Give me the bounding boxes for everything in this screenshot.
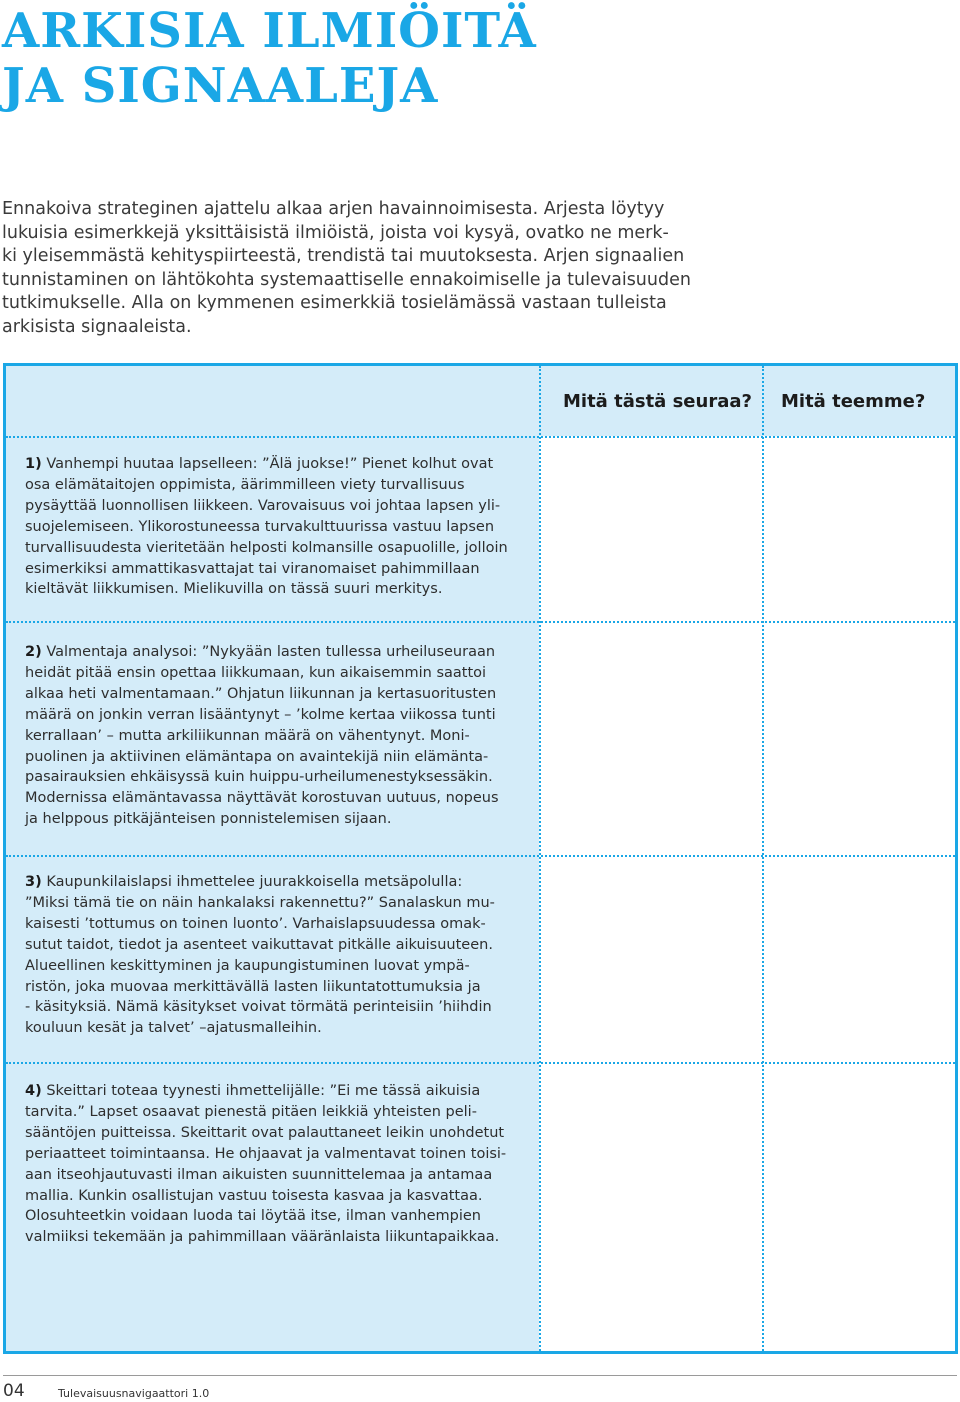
signal-line: Alueellinen keskittyminen ja kaupungistuminen luovat ympä- [25, 957, 470, 974]
signal-text: Vanhempi huutaa lapselleen: ”Älä juokse!” Pienet kolhut ovat [46, 456, 494, 472]
intro-line: Ennakoiva strateginen ajattelu alkaa arjen havainnoimisesta. Arjesta löytyy [2, 199, 665, 219]
signal-line: heidät pitää ensin opettaa liikkumaan, kun aikaisemmin saattoi [25, 664, 487, 681]
row-divider [6, 855, 955, 857]
row-divider [6, 1062, 955, 1064]
signal-line: ja helppous pitkäjänteisen ponnistelemisen sijaan. [25, 811, 392, 828]
signal-line: kaisesti ’tottumus on toinen luonto’. Varhaislapsuudessa omak- [25, 915, 486, 932]
signal-line: ristön, joka muovaa merkittävällä lasten liikuntatottumuksia ja [25, 978, 481, 995]
signal-text: Valmentaja analysoi: ”Nykyään lasten tullessa urheiluseuraan [46, 644, 496, 660]
signal-line [25, 872, 530, 893]
signal-line: periaatteet toimintaansa. He ohjaavat ja valmentavat toinen toisi- [25, 1145, 507, 1162]
signal-number: 2) [25, 644, 42, 660]
signal-line: suojelemiseen. Ylikorostuneessa turvakulttuurissa vastuu lapsen [25, 518, 495, 535]
signal-line: - käsityksiä. Nämä käsitykset voivat törmätä perinteisiin ’hiihdin [25, 999, 492, 1016]
signal-line: määrä on jonkin verran lisääntynyt – ’kolme kertaa viikossa tunti [25, 706, 496, 723]
column-header-consequences: Mitä tästä seuraa? [563, 391, 752, 412]
signal-line [25, 642, 530, 663]
signal-line: osa elämätaitojen oppimista, äärimmilleen viety turvallisuus [25, 476, 465, 493]
signal-line: aan itseohjautuvasti ilman aikuisten suunnittelemaa ja antamaa [25, 1166, 493, 1183]
signal-line: esimerkiksi ammattikasvattajat tai viranomaiset pahimmillaan [25, 560, 480, 577]
intro-line: lukuisia esimerkkejä yksittäisistä ilmiöistä, joista voi kysyä, ovatko ne merk- [2, 222, 669, 243]
signal-line: puolinen ja aktiivinen elämäntapa on avaintekijä niin elämänta- [25, 748, 489, 765]
signal-line: valmiiksi tekemään ja pahimmillaan vääränlaista liikuntapaikkaa. [25, 1229, 500, 1246]
footer-divider [3, 1375, 957, 1376]
page-number: 04 [3, 1381, 25, 1401]
column-header-actions: Mitä teemme? [781, 391, 926, 412]
signal-row-4 [25, 1081, 530, 1248]
intro-paragraph [2, 198, 732, 339]
signal-number: 4) [25, 1083, 42, 1099]
signal-line: sutut taidot, tiedot ja asenteet vaikuttavat pitkälle aikuisuuteen. [25, 936, 493, 953]
signal-line: ”Miksi tämä tie on näin hankalaksi rakennettu?” Sanalaskun mu- [25, 894, 495, 911]
signal-line: mallia. Kunkin osallistujan vastuu toisesta kasvaa ja kasvattaa. [25, 1187, 483, 1204]
row-divider [6, 621, 955, 623]
signal-row-1 [25, 454, 530, 600]
signal-number: 1) [25, 456, 42, 472]
signal-line: Olosuhteetkin voidaan luoda tai löytää itse, ilman vanhempien [25, 1208, 481, 1225]
signal-line: alkaa heti valmentamaan.” Ohjatun liikunnan ja kertasuoritusten [25, 685, 497, 702]
signal-line: sääntöjen puitteissa. Skeittarit ovat palauttaneet leikin unohdetut [25, 1124, 505, 1141]
signal-line: kieltävät liikkumisen. Mielikuvilla on tässä suuri merkitys. [25, 581, 443, 598]
signal-line: kouluun kesät ja talvet’ –ajatusmalleihin. [25, 1020, 322, 1037]
intro-line: arkisista signaaleista. [2, 316, 192, 337]
signal-line [25, 1081, 530, 1102]
signal-line: pasairauksien ehkäisyssä kuin huippu-urheilumenestyksessäkin. [25, 769, 493, 786]
column-divider [539, 366, 541, 1351]
signal-number: 3) [25, 874, 42, 890]
signal-line: Modernissa elämäntavassa näyttävät korostuvan uutuus, nopeus [25, 790, 499, 807]
signal-line: tarvita.” Lapset osaavat pienestä pitäen leikkiä yhteisten peli- [25, 1103, 477, 1120]
footer-doc-title: Tulevaisuusnavigaattori 1.0 [58, 1387, 210, 1400]
signals-table [3, 363, 958, 1354]
signal-text: Skeittari toteaa tyynesti ihmettelijälle: ”Ei me tässä aikuisia [46, 1083, 481, 1099]
page-title-line-2: JA SIGNAALEJA [2, 58, 439, 114]
signal-row-3 [25, 872, 530, 1039]
page-title [2, 4, 537, 114]
signal-line: pysäyttää luonnollisen liikkeen. Varovaisuus voi johtaa lapsen yli- [25, 497, 501, 514]
page-title-line-1: ARKISIA ILMIÖITÄ [2, 3, 537, 59]
row-divider [6, 436, 955, 438]
signal-line: turvallisuudesta vieritetään helposti kolmansille osapuolille, jolloin [25, 539, 508, 556]
signal-line: kerrallaan’ – mutta arkiliikunnan määrä on vähentynyt. Moni- [25, 727, 470, 744]
intro-line: tunnistaminen on lähtökohta systemaattiselle ennakoimiselle ja tulevaisuuden [2, 269, 691, 290]
intro-line: ki yleisemmästä kehityspiirteestä, trendistä tai muutoksesta. Arjen signaalien [2, 246, 685, 266]
signal-line [25, 454, 530, 475]
column-divider [762, 366, 764, 1351]
signal-text: Kaupunkilaislapsi ihmettelee juurakkoisella metsäpolulla: [46, 874, 463, 890]
intro-line: tutkimukselle. Alla on kymmenen esimerkkiä tosielämässä vastaan tulleista [2, 293, 667, 313]
signal-row-2 [25, 642, 530, 830]
